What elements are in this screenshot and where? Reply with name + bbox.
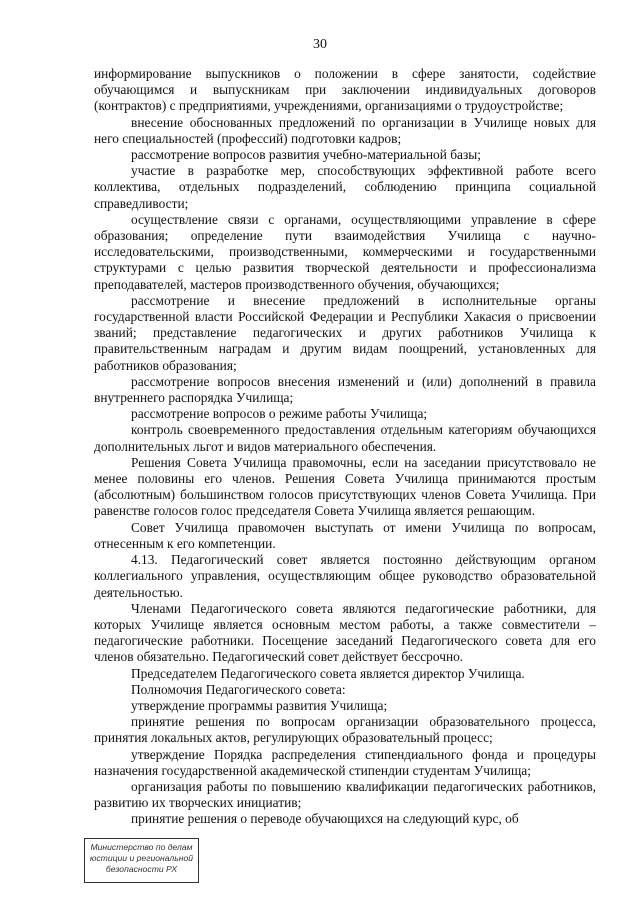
paragraph: утверждение Порядка распределения стипендиального фонда и процедуры назначения государственной академической стипендии студентам Училища; <box>94 746 596 778</box>
paragraph: принятие решения о переводе обучающихся на следующий курс, об <box>131 811 519 827</box>
paragraph: Совет Училища правомочен выступать от имени Училища по вопросам, отнесенным к его компетенции. <box>94 519 596 551</box>
paragraph: утверждение программы развития Училища; <box>131 697 388 713</box>
document-body <box>94 66 596 828</box>
paragraph: информирование выпускников о положении в сфере занятости, содействие обучающимся и выпускникам при заключении индивидуальных договоров (контрактов) с предприятиями, учреждениями, организациями о трудоустройстве; <box>94 66 596 114</box>
page-number: 30 <box>313 37 327 52</box>
ministry-stamp <box>84 838 199 883</box>
paragraph: внесение обоснованных предложений по организации в Училище новых для него специальностей (профессий) подготовки кадров; <box>94 114 596 146</box>
paragraph: рассмотрение и внесение предложений в исполнительные органы государственной власти Российской Федерации и Республики Хакасия о присвоении званий; представление педагогических и других работников Училища к правительственным наградам и другим видам поощрений, установленных для работников образования; <box>94 292 596 373</box>
stamp-line: безопасности РХ <box>105 864 178 874</box>
paragraph: 4.13. Педагогический совет является постоянно действующим органом коллегиального управления, осуществляющим общее руководство образовательной деятельностью. <box>94 552 596 600</box>
stamp-line: юстиции и региональной <box>89 853 194 863</box>
paragraph: Решения Совета Училища правомочны, если на заседании присутствовало не менее половины его членов. Решения Совета Училища принимаются простым (абсолютным) большинством голосов присутствующих членов Совета Училища. При равенстве голосов голос председателя Совета Училища является решающим. <box>94 454 596 519</box>
paragraph: Полномочия Педагогического совета: <box>131 681 346 697</box>
paragraph: участие в разработке мер, способствующих эффективной работе всего коллектива, отдельных подразделений, соблюдению принципа социальной справедливости; <box>94 163 596 211</box>
paragraph: осуществление связи с органами, осуществляющими управление в сфере образования; определение пути взаимодействия Училища с научно-исследовательскими, производственными, коммерческими и государственными структурами с целью развития творческой деятельности и профессионализма преподавателей, мастеров производственного обучения, обучающихся; <box>94 211 596 292</box>
paragraph: рассмотрение вопросов внесения изменений и (или) дополнений в правила внутреннего распорядка Училища; <box>94 373 596 406</box>
paragraph: принятие решения по вопросам организации образовательного процесса, принятия локальных актов, регулирующих образовательный процесс; <box>94 714 596 746</box>
paragraph: организация работы по повышению квалификации педагогических работников, развитию их творческих инициатив; <box>94 778 596 811</box>
paragraph: рассмотрение вопросов о режиме работы Училища; <box>131 406 428 422</box>
stamp-line: Министерство по делам <box>90 842 193 852</box>
paragraph: Членами Педагогического совета являются педагогические работники, для которых Училище является основным местом работы, а также совместители – педагогические работники. Посещение заседаний Педагогического совета для его членов обязательно. Педагогический совет действует бессрочно. <box>94 600 596 665</box>
paragraph: контроль своевременного предоставления отдельным категориям обучающихся дополнительных льгот и видов материального обеспечения. <box>94 422 596 454</box>
paragraph: рассмотрение вопросов развития учебно-материальной базы; <box>131 147 481 163</box>
paragraph: Председателем Педагогического совета является директор Училища. <box>131 665 525 681</box>
